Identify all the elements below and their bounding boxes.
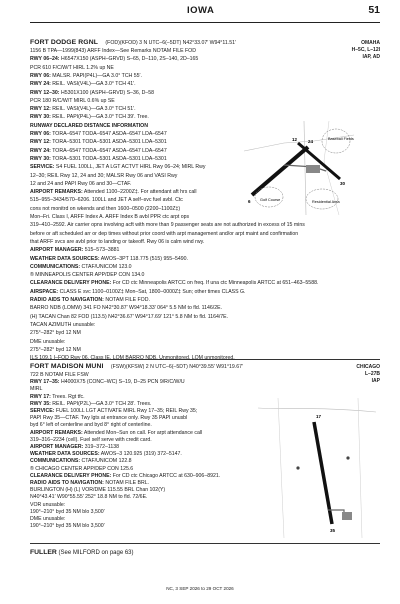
- runway-end-label: 12: [292, 137, 298, 142]
- info-line: that ARFF svcs are avbl prior to landing or takeoff. Rwy 06 is calm wind rwy.: [30, 238, 205, 245]
- info-line: BARRO NDB (LOMW) 341 FO N42°30.87′ W94°18.33′ 064° 5.5 NM to fld. 1146/2E.: [30, 305, 223, 312]
- info-line: RWY 17–35: H4000X75 (CONC–WC) S–19, D–25 PCN 9/R/C/W/U: [30, 379, 185, 386]
- page-number: 51: [368, 4, 380, 16]
- info-line: RUNWAY DECLARED DISTANCE INFORMATION: [30, 122, 148, 129]
- info-line: 515–955–3434/570–6206. 100LL and JET A self–svc fuel avbl. Ctc: [30, 197, 183, 204]
- info-line: RWY 30: REIL. PAPI(P4L)—GA 3.0° TCH 39′. Tree.: [30, 114, 149, 121]
- page-footer: NC, 3 SEP 2026 to 29 OCT 2026: [166, 586, 234, 591]
- info-line: N40°43.41′ W90°55.55′ 252° 18.8 NM to fld. 72/6E.: [30, 494, 148, 501]
- info-line: TACAN AZIMUTH unusable:: [30, 321, 96, 328]
- info-line: ILS 109.1 I–FOD Rwy 06. Class IE. LOM BARRO NDB. Unmonitored. LOM unmonitored.: [30, 355, 235, 362]
- info-line: RWY 35: REIL. PAPI(P2L)—GA 3.0° TCH 28′. Trees.: [30, 400, 152, 407]
- info-line: 722 B NOTAM FILE FSW: [30, 372, 89, 378]
- airport-diagram-fort-madison: [258, 398, 376, 538]
- airport-diagram-fort-dodge: [244, 121, 354, 215]
- info-line: AIRPORT REMARKS: Attended 1100–2200Z‡. For attendant aft hrs call: [30, 189, 197, 196]
- info-line: CLEARANCE DELIVERY PHONE: For CD ctc Chicago ARTCC at 630–906–8921.: [30, 472, 221, 479]
- info-line: RADIO AIDS TO NAVIGATION: NOTAM FILE FOD.: [30, 297, 150, 303]
- airport-id-line: (FSW)(KFSW) 2 N UTC–6(–5DT) N40°39.55′ W91°19.67′: [110, 364, 243, 370]
- baseball-fields-label: Baseball Fields: [328, 137, 354, 141]
- airport-name: FORT DODGE RGNL: [30, 39, 98, 46]
- info-line: MIRL: [30, 386, 43, 393]
- airport-title-row: [30, 364, 243, 370]
- info-line: AIRSPACE: CLASS E svc 1100–0100Z‡ Mon–Sat, 1800–0000Z‡ Sun; other times CLASS G.: [30, 288, 246, 295]
- info-line: 1156 B TPA—1999(843) ARFF Index—See Remarks NOTAM FILE FOD: [30, 48, 196, 54]
- fuller-name: FULLER: [30, 549, 57, 556]
- apron: [306, 165, 320, 173]
- info-line: CLEARANCE DELIVERY PHONE: For CD ctc Minneapolis ARTCC on freq. If una ctc Minneapolis ARTCC at 651–463–5588.: [30, 280, 319, 287]
- info-line: COMMUNICATIONS: CTAF/UNICOM 123.0: [30, 263, 132, 270]
- city-label: OMAHA: [361, 40, 380, 46]
- info-line: RWY 17: Trees. Rgt tfc.: [30, 393, 85, 400]
- info-line: RWY 12: REIL. VASI(V4L)—GA 3.0° TCH 51′.: [30, 106, 136, 113]
- info-line: AIRPORT REMARKS: Attended Mon–Sun on call. For arpt attendance call: [30, 429, 203, 436]
- header-rule: [30, 22, 380, 23]
- entry-separator: [30, 359, 380, 360]
- info-line: 275°–282° byd 12 NM: [30, 330, 81, 337]
- info-line: BURLINGTON (H) (L) VOR/DME 115.55 BRL Chan 102(Y): [30, 487, 166, 494]
- info-line: WEATHER DATA SOURCES: AWOS–3PT 118.775 (515) 955–5490.: [30, 255, 188, 262]
- airport-title-row: [30, 40, 236, 46]
- tree-marker: [346, 456, 349, 459]
- fuller-entry: [30, 549, 134, 556]
- info-line: Mon–Fri. Class I, ARFF Index A. ARFF Index B avbl PPR ctc arpt ops: [30, 214, 190, 220]
- info-line: 275°–282° byd 12 NM: [30, 346, 81, 353]
- runway-end-label: 35: [330, 528, 336, 533]
- info-line: PAPI Rwy 35—CTAF. Twy lgts at entrance only. Rwy 35 PAPI unusbl: [30, 415, 188, 422]
- info-line: RWY 06: MALSR. PAPI(P4L)—GA 3.0° TCH 55′.: [30, 72, 142, 79]
- info-line: AIRPORT MANAGER: 319–372–1138: [30, 444, 120, 450]
- residential-area-label: Residential Area: [312, 200, 340, 204]
- info-line: before or aft scheduled arr or dep times without prior coord with arpt management and/or arpt maint and confirmation: [30, 230, 299, 237]
- info-line: 319–316–2234 (cell). Fuel self serve with credit card.: [30, 436, 152, 443]
- runway-end-label: 6: [248, 199, 251, 204]
- apron: [342, 512, 352, 520]
- airport-id-line: (FOD)(KFOD) 3 N UTC–6(–5DT) N42°33.07′ W94°11.51′: [105, 40, 236, 46]
- info-line: RWY 06: TORA–6547 TODA–6547 ASDA–6547 LDA–6547: [30, 131, 167, 137]
- fuller-reference: (See MILFORD on page 63): [58, 550, 134, 556]
- info-line: VOR unusable:: [30, 501, 66, 508]
- entry-separator: [30, 543, 380, 544]
- info-line: SERVICE: FUEL 100LL LGT ACTIVATE MIRL Rwy 17–35; REIL Rwy 35;: [30, 408, 198, 414]
- info-line: RWY 24: REIL. VASI(V4L)—GA 3.0° TCH 41′.: [30, 81, 136, 88]
- info-line: 190°–210° byd 35 NM blo 3,500′: [30, 508, 105, 515]
- info-line: RWY 12–30: H5301X100 (ASPH–GRVD) S–36, D–58: [30, 89, 154, 96]
- info-line: DME unusable:: [30, 516, 66, 522]
- info-line: PCR 180 R/C/W/T MIRL 0.6% up SE: [30, 97, 115, 104]
- airport-name: FORT MADISON MUNI: [30, 363, 104, 370]
- runway-end-label: 30: [340, 181, 346, 186]
- info-line: RWY 12: TORA–5301 TODA–5301 ASDA–5301 LDA–5301: [30, 139, 167, 146]
- info-line: WEATHER DATA SOURCES: AWOS–3 120.925 (319) 372–5147.: [30, 451, 182, 458]
- info-line: RADIO AIDS TO NAVIGATION: NOTAM FILE BRL.: [30, 480, 150, 486]
- info-line: DME unusable:: [30, 338, 66, 345]
- info-line: COMMUNICATIONS: CTAF/UNICOM 122.8: [30, 458, 132, 465]
- chart-ref-1: L–27B: [364, 371, 380, 377]
- city-label: CHICAGO: [356, 364, 380, 370]
- page-header: [0, 0, 400, 26]
- info-line: 12–30; REIL Rwy 12, 24 and 30; MALSR Rwy 06 and VASI Rwy: [30, 172, 178, 179]
- info-line: SERVICE: S4 FUEL 100LL, JET A LGT ACTVT HIRL Rwy 06–24; MIRL Rwy: [30, 164, 206, 171]
- info-line: cons not monitrd on wkends and then 1600–0500 (2200–1100Z‡): [30, 205, 181, 212]
- info-line: RWY 30: TORA–5301 TODA–5301 ASDA–5301 LDA–5301: [30, 155, 167, 162]
- chart-ref-2: IAP, AD: [362, 54, 380, 60]
- chart-ref-1: H–5C, L–12I: [351, 47, 380, 53]
- runway-end-label: 24: [308, 139, 314, 144]
- golf-course-label: Golf Course: [260, 198, 281, 202]
- state-title: IOWA: [187, 5, 215, 16]
- runway-end-label: 17: [316, 414, 322, 419]
- info-line: PCR 610 F/C/W/T HIRL 1.2% up NE: [30, 64, 114, 71]
- info-line: byd 6° left of centerline and byd 8° right of centerline.: [30, 422, 152, 429]
- info-line: RWY 06–24: H6547X150 (ASPH–GRVD) S–65, D–110, 2S–140, 2D–165: [30, 56, 199, 63]
- info-line: (H) TACAN Chan 82 FOD (113.5) N42°36.67′ W94°17.69′ 121° 5.8 NM to fld. 1164/7E.: [30, 313, 229, 320]
- info-line: 319–410–2592. Air carrier opns involving acft with more than 9 passenger seats are not authorized in excess of 15 mins: [30, 222, 305, 229]
- info-line: ® CHICAGO CENTER APP/DEP CON 125.6: [30, 465, 134, 472]
- info-line: 12 and 24 and PAPI Rwy 06 and 30—CTAF.: [30, 180, 132, 187]
- tree-marker: [296, 466, 299, 469]
- info-line: RWY 24: TORA–6547 TODA–6547 ASDA–6547 LDA–6547: [30, 147, 167, 154]
- info-line: 190°–210° byd 35 NM blo 3,500′: [30, 523, 105, 530]
- chart-ref-2: IAP: [371, 378, 380, 384]
- info-line: ® MINNEAPOLIS CENTER APP/DEP CON 134.0: [30, 272, 145, 279]
- info-line: AIRPORT MANAGER: 515–573–3881: [30, 247, 120, 254]
